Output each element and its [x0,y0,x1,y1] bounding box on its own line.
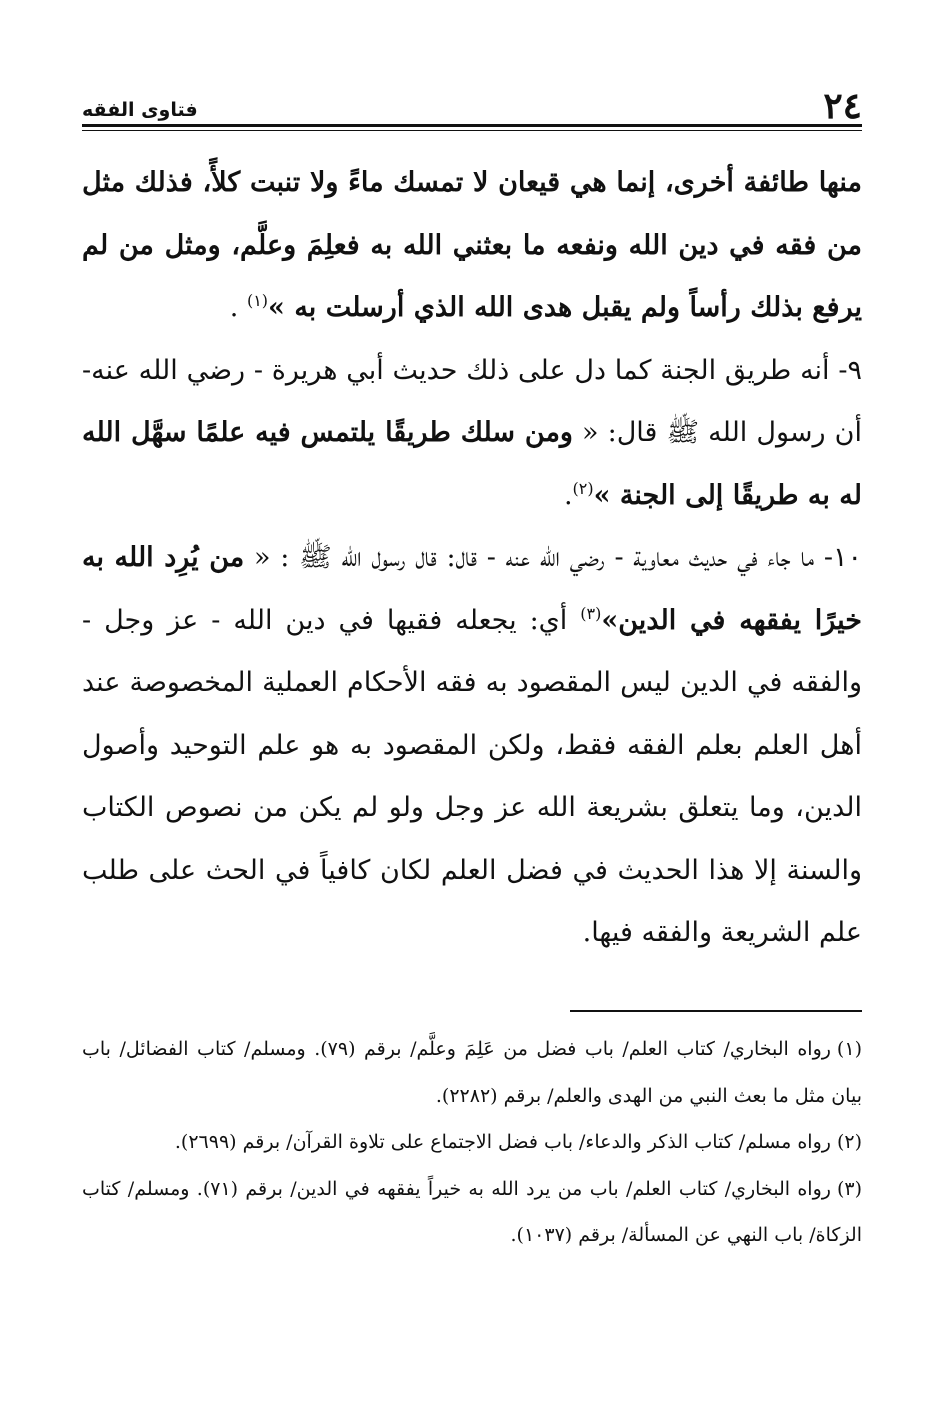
paragraph-2-end: . [563,479,573,511]
page-header [82,84,862,127]
header-rule-thick [82,124,862,127]
paragraph-2-text: ٩- أنه طريق الجنة كما دل على ذلك حديث أبي هريرة - رضي الله عنه- أن رسول الله ﷺ قال: « [82,354,862,448]
running-title: فتاوى الفقه [82,99,198,121]
paragraph-3-text: ١٠- ما جاء في حديث معاوية - رضي الله عنه - قال: قال رسول الله ﷺ : « [244,542,862,573]
paragraph-2-quote: ومن سلك طريقًا يلتمس فيه علمًا سهَّل الله له به طريقًا إلى الجنة » [82,417,862,511]
footnote-ref-1: (١) [246,291,269,310]
footnotes [82,1026,862,1259]
paragraph-3 [82,527,862,965]
main-body [82,152,862,965]
paragraph-2 [82,340,862,528]
footnote-3-number: (٣) [836,1177,862,1200]
footnote-2-text: رواه مسلم/ كتاب الذكر والدعاء/ باب فضل الاجتماع على تلاوة القرآن/ برقم (٢٦٩٩). [174,1131,831,1153]
footnote-1 [82,1026,862,1119]
footnote-ref-3: (٣) [580,603,602,623]
header-rule-thin [82,130,862,131]
footnote-3-text: رواه البخاري/ كتاب العلم/ باب من يرد الله به خيراً يفقهه في الدين/ برقم (٧١). ومسلم/ كتاب الزكاة/ باب النهي عن المسألة/ برقم (١٠٣٧). [82,1177,862,1246]
footnote-separator [570,1010,862,1012]
paragraph-3-quote: من يُرِد الله به خيرًا يفقهه في الدين» [82,542,862,636]
footnote-3 [82,1166,862,1259]
footnote-2 [82,1119,862,1166]
paragraph-3-rest: أي: يجعله فقيها في دين الله - عز وجل - والفقه في الدين ليس المقصود به فقه الأحكام العملية المخصوصة عند أهل العلم بعلم الفقه فقط، ولكن المقصود به هو علم التوحيد وأصول الدين، وما يتعلق بشريعة الله عز وجل ولو لم يكن من نصوص الكتاب والسنة إلا هذا الحديث في فضل العلم لكان كافياً في الحث على طلب علم الشريعة والفقه فيها. [82,604,862,948]
paragraph-1-end: . [229,292,247,323]
footnote-1-text: رواه البخاري/ كتاب العلم/ باب فضل من عَلِمَ وعلَّم/ برقم (٧٩). ومسلم/ كتاب الفضائل/ باب بيان مثل ما بعث النبي من الهدى والعلم/ برقم (٢٢٨٢). [82,1038,862,1107]
paragraph-1 [82,152,862,340]
paragraph-1-text: منها طائفة أخرى، إنما هي قيعان لا تمسك ماءً ولا تنبت كلأً، فذلك مثل من فقه في دين الله ونفعه ما بعثني الله به فعلِمَ وعلَّم، ومثل من لم يرفع بذلك رأساً ولم يقبل هدى الله الذي أرسلت به » [82,167,862,323]
footnote-2-number: (٢) [836,1131,862,1153]
footnote-ref-2: (٢) [572,478,594,498]
page-number: ٢٤ [823,85,862,127]
footnote-1-number: (١) [836,1038,862,1060]
